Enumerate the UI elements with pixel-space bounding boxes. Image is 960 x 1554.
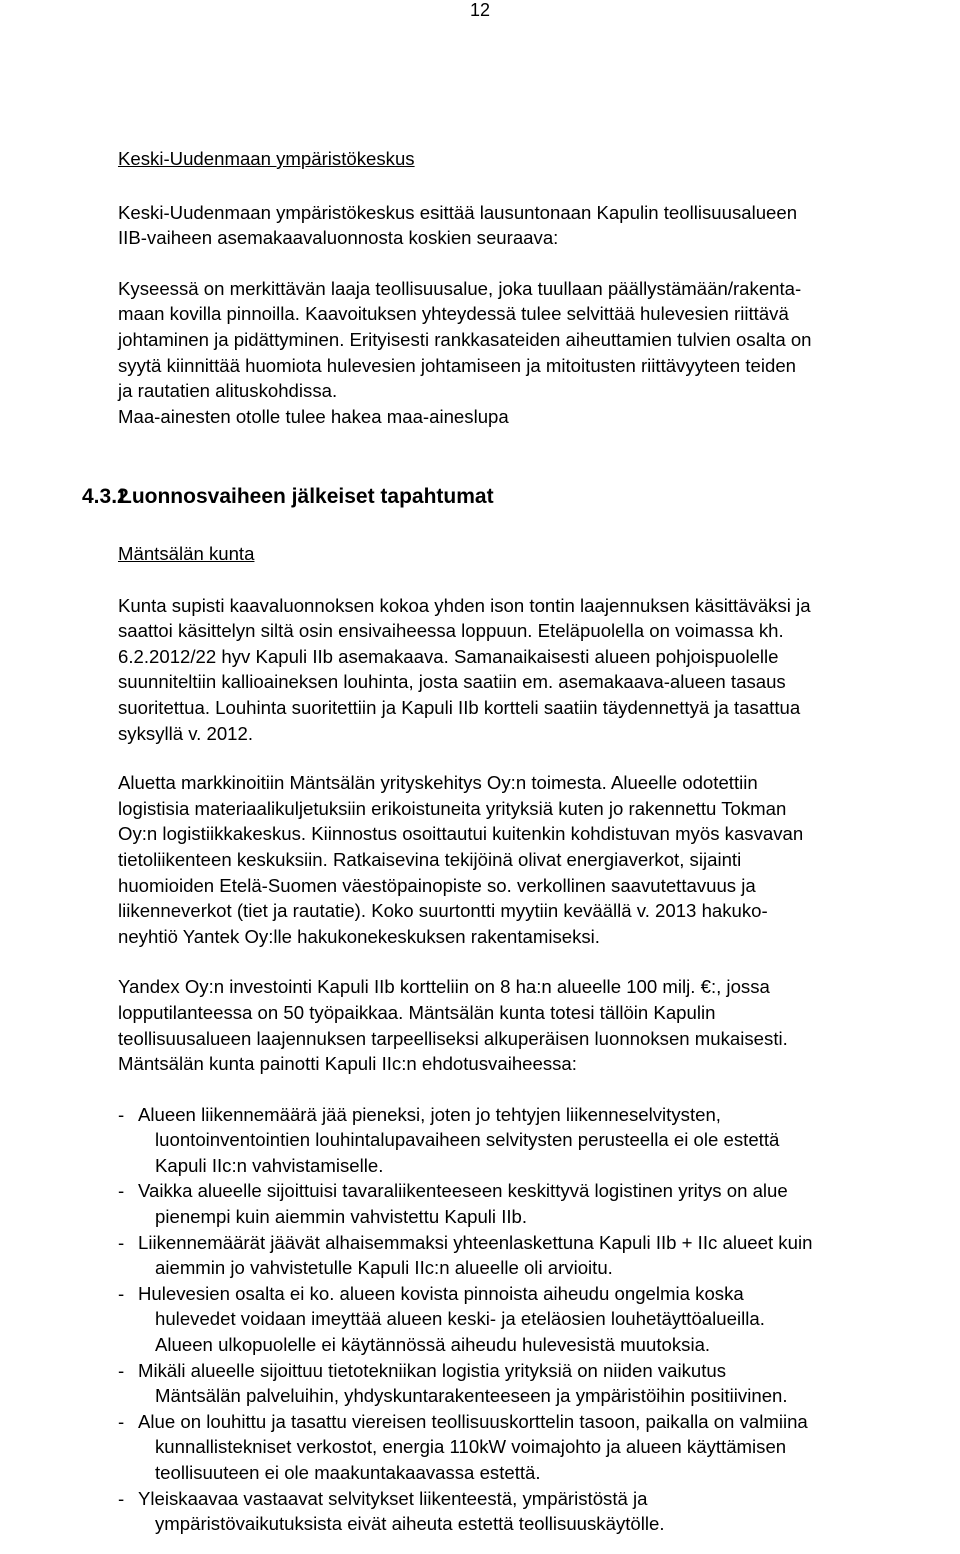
text-line: teollisuusalueen laajennuksen tarpeelliseksi alkuperäisen luonnoksen mukaisesti.	[118, 1027, 788, 1049]
text-line: Hulevesien osalta ei ko. alueen kovista pinnoista aiheudu ongelmia koska	[138, 1282, 744, 1304]
text-line: pienempi kuin aiemmin vahvistettu Kapuli IIb.	[155, 1206, 528, 1228]
text-line: Mikäli alueelle sijoittuu tietotekniikan logistia yrityksiä on niiden vaikutus	[138, 1359, 727, 1381]
text-line: Alueen ulkopuolelle ei käytännössä aiheudu hulevesistä muutoksia.	[155, 1334, 711, 1356]
text-line: Liikennemäärät jäävät alhaisemmaksi yhteenlaskettuna Kapuli IIb + IIc alueet kuin	[138, 1231, 813, 1253]
section-title: Keski-Uudenmaan ympäristökeskus	[118, 148, 415, 169]
text-line: lopputilanteessa on 50 työpaikkaa. Mäntsälän kunta totesi tällöin Kapulin	[118, 1001, 716, 1023]
text-line: ja rautatien alituskohdissa.	[118, 380, 338, 402]
text-line: Maa-ainesten otolle tulee hakea maa-aineslupa	[118, 405, 509, 427]
bullet-dash: -	[118, 1487, 125, 1509]
page-number: 12	[469, 0, 491, 20]
text-line: Yleiskaavaa vastaavat selvitykset liikenteestä, ympäristöstä ja	[138, 1487, 648, 1509]
text-line: Mäntsälän palveluihin, yhdyskuntarakenteeseen ja ympäristöihin positiivinen.	[155, 1385, 788, 1407]
paragraph	[118, 276, 938, 430]
text-line: Kapuli IIc:n vahvistamiselle.	[155, 1154, 384, 1176]
bullet-dash: -	[118, 1410, 125, 1432]
document-body	[118, 146, 938, 429]
text-line: maan kovilla pinnoilla. Kaavoituksen yhteydessä tulee selvittää hulevesien riittävä	[118, 303, 789, 325]
list-item	[118, 1486, 938, 1537]
text-line: Kunta supisti kaavaluonnoksen kokoa yhden ison tontin laajennuksen käsittäväksi ja	[118, 594, 811, 616]
text-line: saattoi käsittelyn siltä osin ensivaiheessa loppuun. Eteläpuolella on voimassa kh.	[118, 620, 784, 642]
text-line: 6.2.2012/22 hyv Kapuli IIb asemakaava. Samanaikaisesti alueen pohjoispuolelle	[118, 645, 779, 667]
bullet-dash: -	[118, 1103, 125, 1125]
bullet-dash: -	[118, 1180, 125, 1202]
heading-number: 4.3.2	[82, 485, 129, 508]
text-line: Kyseessä on merkittävän laaja teollisuusalue, joka tuullaan päällystämään/rakenta-	[118, 277, 802, 299]
text-line: huomioiden Etelä-Suomen väestöpainopiste so. verkollinen saavutettavuus ja	[118, 874, 756, 896]
bullet-dash: -	[118, 1282, 125, 1304]
text-line: kunnallistekniset verkostot, energia 110kW voimajohto ja alueen käyttämisen	[155, 1436, 787, 1458]
text-line: Aluetta markkinoitiin Mäntsälän yrityskehitys Oy:n toimesta. Alueelle odotettiin	[118, 772, 758, 794]
paragraph	[118, 770, 938, 949]
intro-paragraph	[118, 200, 938, 251]
text-line: tietoliikenteen keskuksiin. Ratkaisevina tekijöinä olivat energiaverkot, sijainti	[118, 848, 742, 870]
list-item	[118, 1178, 938, 1229]
text-line: Yandex Oy:n investointi Kapuli IIb kortteliin on 8 ha:n alueelle 100 milj. €:, jossa	[118, 976, 770, 998]
list-item	[118, 1281, 938, 1358]
text-line: Keski-Uudenmaan ympäristökeskus esittää lausuntonaan Kapulin teollisuusalueen	[118, 201, 798, 223]
text-line: luontoinventointien louhintalupavaiheen selvitysten perusteella ei ole estettä	[155, 1129, 780, 1151]
text-line: Oy:n logistiikkakeskus. Kiinnostus osoittautui kuitenkin kohdistuvan myös kasvavan	[118, 823, 804, 845]
text-line: Mäntsälän kunta painotti Kapuli IIc:n ehdotusvaiheessa:	[118, 1053, 577, 1075]
document-body-2	[118, 541, 938, 1537]
text-line: Alueen liikennemäärä jää pieneksi, joten jo tehtyjen liikenneselvitysten,	[138, 1103, 721, 1125]
bullet-dash: -	[118, 1359, 125, 1381]
section-heading	[82, 483, 494, 511]
text-line: johtaminen ja pidättyminen. Erityisesti rankkasateiden aiheuttamien tulvien osalta on	[118, 328, 812, 350]
text-line: syytä kiinnittää huomiota hulevesien johtamiseen ja mitoitusten riittävyyteen teiden	[118, 354, 797, 376]
text-line: aiemmin jo vahvistetulle Kapuli IIc:n alueelle oli arvioitu.	[155, 1257, 613, 1279]
text-line: IIB-vaiheen asemakaavaluonnosta koskien seuraava:	[118, 227, 559, 249]
text-line: Vaikka alueelle sijoittuisi tavaraliikenteeseen keskittyvä logistinen yritys on alue	[138, 1180, 788, 1202]
heading-text: Luonnosvaiheen jälkeiset tapahtumat	[119, 485, 494, 508]
text-line: Alue on louhittu ja tasattu viereisen teollisuuskorttelin tasoon, paikalla on valmiina	[138, 1410, 808, 1432]
subsection-title: Mäntsälän kunta	[118, 543, 255, 564]
list-item	[118, 1102, 938, 1179]
text-line: ympäristövaikutuksista eivät aiheuta estettä teollisuuskäytölle.	[155, 1513, 665, 1535]
bullet-dash: -	[118, 1231, 125, 1253]
text-line: hulevedet voidaan imeyttää alueen keski- ja eteläosien louhetäyttöalueilla.	[155, 1308, 765, 1330]
text-line: neyhtiö Yantek Oy:lle hakukonekeskuksen rakentamiseksi.	[118, 925, 600, 947]
bullet-list	[118, 1102, 938, 1537]
text-line: teollisuuteen ei ole maakuntakaavassa estettä.	[155, 1462, 541, 1483]
text-line: logistisia materiaalikuljetuksiin erikoistuneita yrityksiä kuten jo rakennettu Tokman	[118, 797, 787, 819]
text-line: suoritettua. Louhinta suoritettiin ja Kapuli IIb kortteli saatiin täydennettyä ja tasattua	[118, 696, 801, 718]
text-line: syksyllä v. 2012.	[118, 722, 254, 744]
paragraph	[118, 593, 938, 747]
list-item	[118, 1409, 938, 1486]
list-item	[118, 1358, 938, 1409]
paragraph	[118, 974, 938, 1076]
text-line: suunniteltiin kallioaineksen louhinta, josta saatiin em. asemakaava-alueen tasaus	[118, 671, 786, 693]
text-line: liikenneverkot (tiet ja rautatie). Koko suurtontti myytiin keväällä v. 2013 hakuko-	[118, 900, 768, 922]
list-item	[118, 1230, 938, 1281]
